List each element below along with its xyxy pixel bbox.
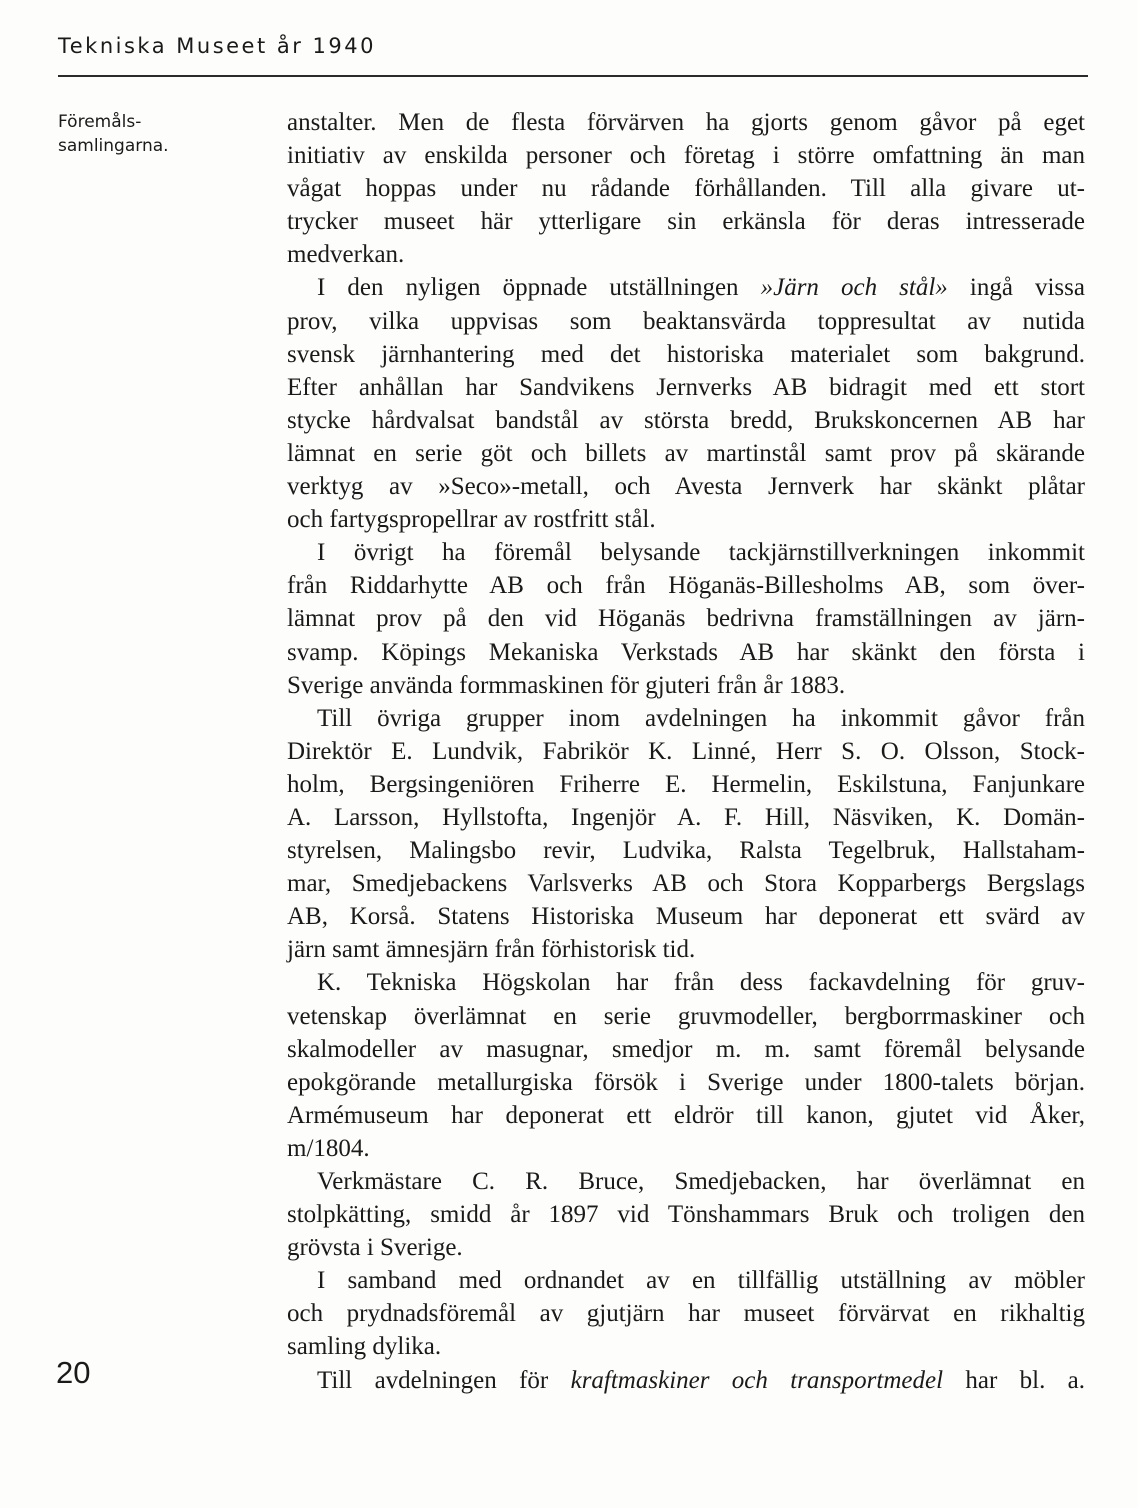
text-line: I samband med ordnandet av en tillfällig utställning av möbler	[317, 1267, 1085, 1295]
text-line: vågat hoppas under nu rådande förhållanden. Till alla givare ut-	[287, 175, 1085, 203]
paragraph	[287, 271, 1085, 536]
paragraph	[287, 1264, 1085, 1363]
italic-phrase: kraftmaskiner och transportmedel	[570, 1366, 944, 1394]
text-line: Till övriga grupper inom avdelningen ha inkommit gåvor från	[317, 704, 1085, 732]
text-line	[287, 271, 1085, 304]
text-line: m/1804.	[287, 1134, 370, 1162]
paragraph	[287, 536, 1085, 701]
header-rule	[58, 75, 1088, 77]
text-run: har bl. a.	[943, 1366, 1086, 1394]
text-line: verktyg av »Seco»-metall, och Avesta Jernverk har skänkt plåtar	[287, 473, 1085, 501]
text-line: järn samt ämnesjärn från förhistorisk tid.	[287, 936, 696, 964]
text-line: från Riddarhytte AB och från Höganäs-Billesholms AB, som över-	[287, 572, 1085, 600]
text-line: trycker museet här ytterligare sin erkänsla för deras intresserade	[287, 208, 1085, 236]
text-line: A. Larsson, Hyllstofta, Ingenjör A. F. Hill, Näsviken, K. Domän-	[287, 803, 1085, 831]
text-run: I den nyligen öppnade utställningen	[317, 274, 761, 302]
paragraph	[287, 966, 1085, 1165]
paragraph	[287, 1165, 1085, 1264]
paragraph	[287, 1364, 1085, 1397]
text-line: svamp. Köpings Mekaniska Verkstads AB har skänkt den första i	[287, 638, 1085, 666]
text-line: holm, Bergsingeniören Friherre E. Hermelin, Eskilstuna, Fanjunkare	[287, 770, 1085, 798]
text-line: skalmodeller av masugnar, smedjor m. m. samt föremål belysande	[287, 1035, 1085, 1063]
text-line	[287, 1364, 1085, 1397]
text-line: lämnat en serie göt och billets av martinstål samt prov på skärande	[287, 439, 1085, 467]
text-line: K. Tekniska Högskolan har från dess fackavdelning för gruv-	[317, 969, 1085, 997]
page-number: 20	[56, 1355, 91, 1390]
text-line: initiativ av enskilda personer och företag i större omfattning än man	[287, 142, 1085, 170]
margin-note	[58, 110, 258, 158]
text-line: epokgörande metallurgiska försök i Sverige under 1800-talets början.	[287, 1068, 1085, 1096]
italic-title: »Järn och stål»	[760, 274, 948, 302]
text-line: Verkmästare C. R. Bruce, Smedjebacken, har överlämnat en	[317, 1168, 1085, 1195]
text-line: och prydnadsföremål av gjutjärn har museet förvärvat en rikhaltig	[287, 1300, 1085, 1328]
text-line: I övrigt ha föremål belysande tackjärnstillverkningen inkommit	[317, 539, 1085, 567]
text-line: och fartygspropellrar av rostfritt stål.	[287, 506, 656, 534]
paragraph	[287, 702, 1085, 967]
text-line: medverkan.	[287, 241, 405, 269]
body-text	[287, 106, 1085, 1397]
text-line: Direktör E. Lundvik, Fabrikör K. Linné, Herr S. O. Olsson, Stock-	[287, 737, 1085, 765]
text-line: vetenskap överlämnat en serie gruvmodeller, bergborrmaskiner och	[287, 1002, 1085, 1030]
text-line: Sverige använda formmaskinen för gjuteri från år 1883.	[287, 671, 846, 699]
margin-note-line: samlingarna.	[58, 136, 169, 156]
text-line: Armémuseum har deponerat ett eldrör till kanon, gjutet vid Åker,	[287, 1101, 1085, 1129]
text-line: stycke hårdvalsat bandstål av största bredd, Brukskoncernen AB har	[287, 406, 1085, 434]
text-line: lämnat prov på den vid Höganäs bedrivna framställningen av järn-	[287, 605, 1085, 633]
text-line: stolpkätting, smidd år 1897 vid Tönshammars Bruk och troligen den	[287, 1201, 1085, 1229]
margin-note-line: Föremåls-	[58, 112, 142, 132]
text-line: mar, Smedjebackens Varlsverks AB och Stora Kopparbergs Bergslags	[287, 870, 1085, 898]
text-run: ingå vissa	[947, 274, 1085, 302]
text-line: styrelsen, Malingsbo revir, Ludvika, Ralsta Tegelbruk, Hallstaham-	[287, 837, 1085, 865]
text-line: grövsta i Sverige.	[287, 1234, 463, 1262]
text-line: Efter anhållan har Sandvikens Jernverks AB bidragit med ett stort	[287, 373, 1085, 401]
text-run: Till avdelningen för	[317, 1366, 571, 1394]
text-line: prov, vilka uppvisas som beaktansvärda toppresultat av nutida	[287, 307, 1085, 335]
paragraph	[287, 106, 1085, 271]
text-line: samling dylika.	[287, 1333, 442, 1361]
text-line: svensk järnhantering med det historiska materialet som bakgrund.	[287, 340, 1085, 368]
text-line: anstalter. Men de flesta förvärven ha gjorts genom gåvor på eget	[287, 109, 1085, 136]
running-head: Tekniska Museet år 1940	[58, 34, 377, 58]
text-line: AB, Korså. Statens Historiska Museum har deponerat ett svärd av	[287, 903, 1085, 931]
